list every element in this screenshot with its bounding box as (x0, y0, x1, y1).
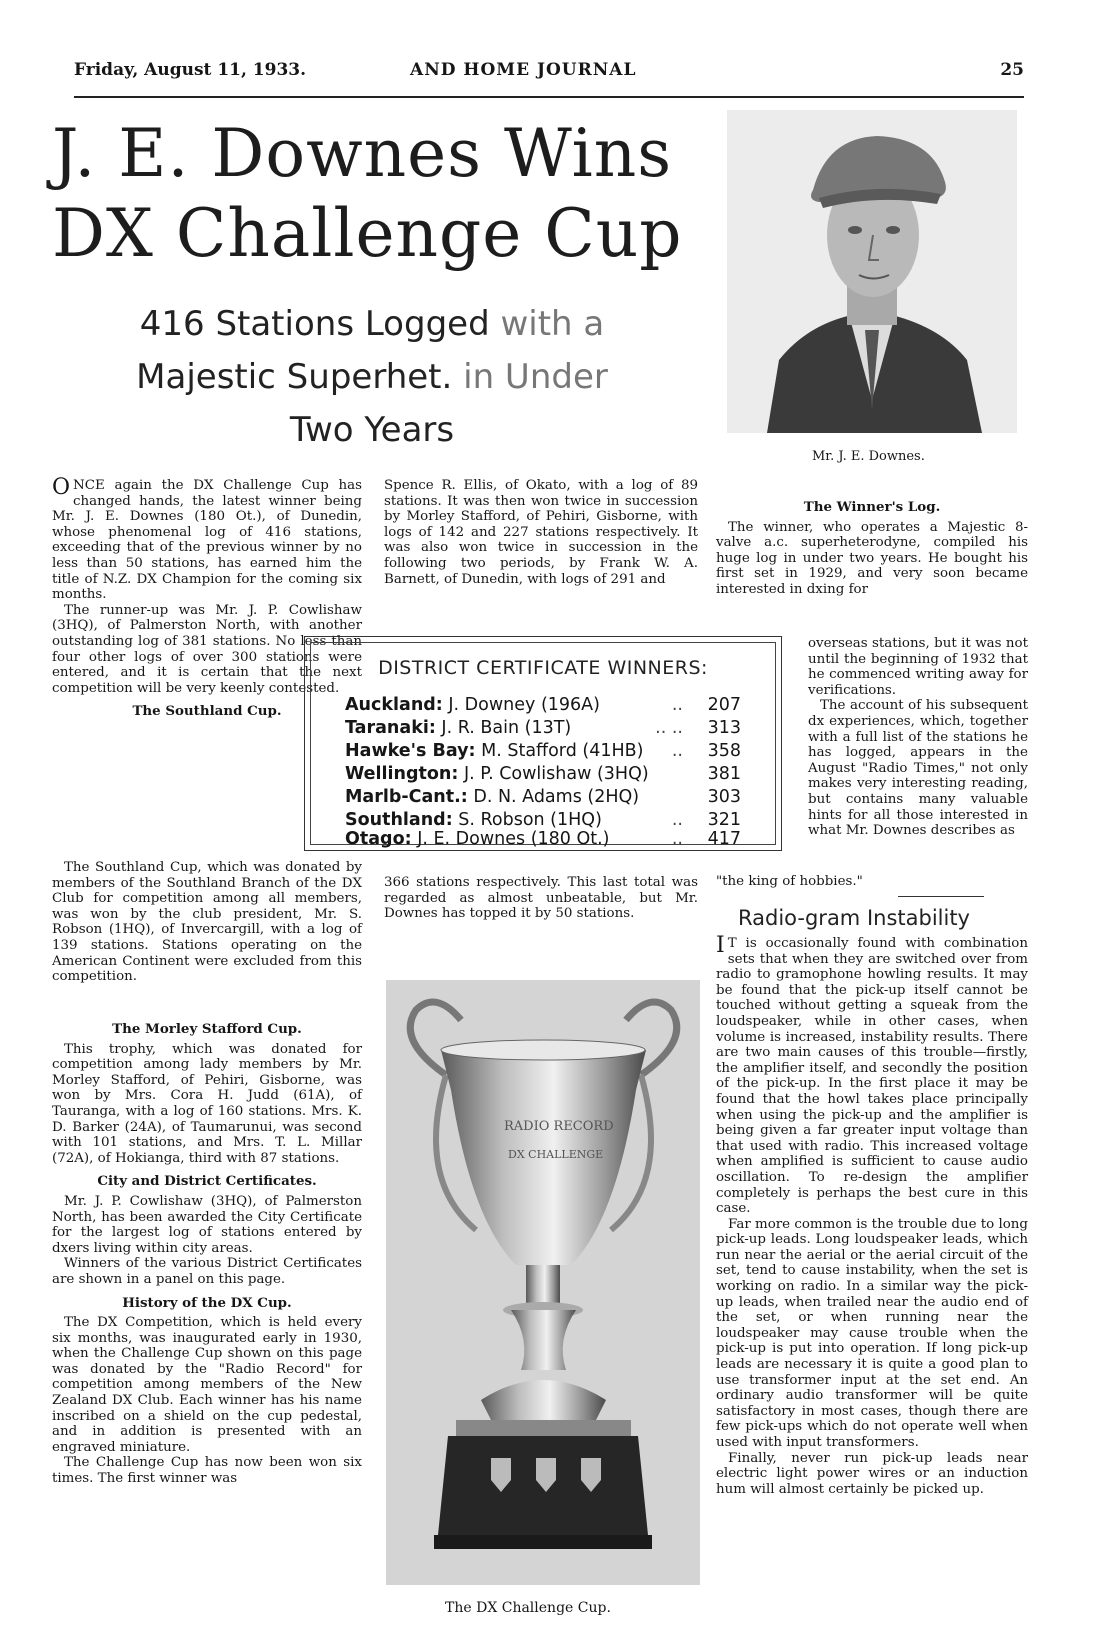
district-winner: S. Robson (1HQ) (458, 810, 602, 830)
headline-line-1: J. E. Downes Wins (52, 115, 673, 192)
portrait-illustration (727, 110, 1017, 433)
header-rule (74, 96, 1024, 98)
winners-log-heading: The Winner's Log. (803, 499, 941, 515)
winners-log-text: The winner, who operates a Majestic 8-valve a.c. superheterodyne, compiled his huge log in under two years. He bought his first set in 1929, and very soon became interested in dxing for (716, 519, 1028, 597)
history-text-2: The Challenge Cup has now been won six times. The first winner was (52, 1455, 362, 1487)
page-number: 25 (1000, 60, 1024, 80)
station-count: 358 (707, 741, 741, 761)
radiogram-title: Radio-gram Instability (738, 906, 970, 930)
panel-row (345, 695, 753, 718)
district-winner: J. E. Downes (180 Ot.) (417, 829, 610, 849)
southland-text: The Southland Cup, which was donated by members of the Southland Branch of the DX Club for competition among all members, was won by the club president, Mr. S. Robson (1HQ), of Invercargill, with a log of 139 stations. Stations operating on the American Continent were excluded from this competition. (52, 860, 362, 985)
article-column-1-bottom (52, 1014, 362, 1487)
winners-log-text-3: The account of his subsequent dx experiences, which, together with a full list of the stations he has logged, appears in the August "Radio Times," not only makes very interesting reading, but contains many valuable hints for all those interested in what Mr. Downes describes as (808, 698, 1028, 839)
cup-caption: The DX Challenge Cup. (445, 1600, 611, 1616)
history-continued: Spence R. Ellis, of Okato, with a log of 89 stations. It was then won twice in succession by Morley Stafford, of Pehiri, Gisborne, with logs of 142 and 227 stations respectively. It was also won twice in succession in the following two periods, by Frank W. A. Barnett, of Dunedin, with logs of 291 and (384, 478, 698, 587)
article-dropcap: O (52, 475, 71, 500)
city-text: Mr. J. P. Cowlishaw (3HQ), of Palmerston North, has been awarded the City Certificate for the largest log of stations entered by dxers living within city areas. (52, 1193, 362, 1256)
subhead-line-2a: Majestic Superhet. (136, 357, 453, 397)
district-name: Southland: (345, 810, 453, 830)
subhead-line-1 (52, 298, 692, 351)
radiogram-paragraph-2: Far more common is the trouble due to long pick-up leads. Long loudspeaker leads, which run near the aerial or the aerial circuit of the set, tend to cause instability, when the set is working on radio. In a similar way the pick-up leads, when trailed near the audio end of the set, or when running near the loudspeaker may cause trouble when the pick-up is put into operation. If long pick-up leads are necessary it is quite a good plan to use transformer input at the set end. An ordinary audio transformer will be quite satisfactory in most cases, though there are few pick-ups which do not operate well when used with input transformers. (716, 1216, 1028, 1450)
leader-dots: .. (671, 810, 683, 830)
article-column-2-after-panel (384, 875, 698, 922)
district-winner: J. P. Cowlishaw (3HQ) (463, 764, 649, 784)
subhead-line-1b: with a (500, 304, 605, 344)
radiogram-paragraph-1: T is occasionally found with combination sets that when they are switched over from radio to gramophone howling results. It may be found that the pick-up itself cannot be touched without getting a squeak from the loudspeaker, while in other cases, when volume is increased, instability results. There are two main causes of this trouble—firstly, the amplifier itself, and secondly the position of the pick-up. In the first place it may be found that the howl takes place principally when using the pick-up and the amplifier is being given a far greater input voltage than that used with radio. This increased voltage when amplified is sufficient to cause audio oscillation. To re-design the amplifier completely is perhaps the best cure in this case. (716, 936, 1028, 1217)
district-name: Taranaki: (345, 718, 436, 738)
station-count: 321 (707, 810, 741, 830)
southland-heading: The Southland Cup. (132, 703, 282, 720)
morley-text: This trophy, which was donated for competition among lady members by Mr. Morley Stafford, of Pehiri, Gisborne, was won by Mrs. Cora H. Judd (61A), of Tauranga, with a log of 160 stations. Mrs. K. D. Barker (24A), of Taumarunui, was second with 101 stations, and Mrs. T. L. Millar (72A), of Hokianga, third with 87 stations. (52, 1041, 362, 1166)
headline (52, 114, 692, 274)
article-column-2-top (384, 478, 698, 587)
panel-row (345, 718, 753, 741)
subhead-line-2 (52, 351, 692, 404)
portrait-photo (727, 110, 1017, 433)
history-continued-2: 366 stations respectively. This last total was regarded as almost unbeatable, but Mr. Downes has topped it by 50 stations. (384, 875, 698, 922)
district-name: Hawke's Bay: (345, 741, 476, 761)
leader-dots: .. (671, 695, 683, 715)
district-winner: D. N. Adams (2HQ) (473, 787, 640, 807)
history-text: The DX Competition, which is held every six months, was inaugurated early in 1930, when the Challenge Cup shown on this page was donated by the "Radio Record" for competition among members of the New Zealand DX Club. Each winner has his name inscribed on a shield on the cup pedestal, and in addition is presented with an engraved miniature. (52, 1315, 362, 1455)
cup-photo (386, 980, 700, 1585)
station-count: 313 (707, 718, 741, 738)
leader-dots: .. .. (655, 718, 683, 738)
district-name: Auckland: (345, 695, 443, 715)
article-paragraph-2: The runner-up was Mr. J. P. Cowlishaw (3HQ), of Palmerston North, with another outstanding log of 381 stations. No less than four other logs of over 300 stations were entered, and it is certain that the next competition will be very keenly contested. (52, 602, 362, 696)
panel-row (345, 829, 753, 852)
panel-row (345, 787, 753, 810)
cup-engraving-1: RADIO RECORD (504, 1119, 614, 1134)
district-name: Otago: (345, 829, 412, 849)
subhead-line-1a: 416 Stations Logged (139, 304, 490, 344)
article-paragraph-1: NCE again the DX Challenge Cup has changed hands, the latest winner being Mr. J. E. Downes (180 Ot.), of Dunedin, whose phenomenal log of 416 stations, exceeding that of the previous winner by no less than 50 stations, has earned him the title of N.Z. DX Champion for the coming six months. (52, 478, 362, 603)
district-winner: J. Downey (196A) (448, 695, 600, 715)
city-text-2: Winners of the various District Certificates are shown in a panel on this page. (52, 1256, 362, 1287)
panel-row (345, 764, 753, 787)
subhead-line-3: Two Years (289, 410, 455, 450)
article-column-3-top (716, 492, 1028, 598)
district-name: Marlb-Cant.: (345, 787, 468, 807)
panel-row (345, 741, 753, 764)
radiogram-article (716, 933, 1028, 1497)
portrait-caption: Mr. J. E. Downes. (812, 449, 925, 464)
district-winner: J. R. Bain (13T) (441, 718, 572, 738)
section-rule (898, 896, 984, 897)
winners-log-text-4: "the king of hobbies." (716, 874, 863, 889)
district-name: Wellington: (345, 764, 459, 784)
subhead-line-2b: in Under (463, 357, 608, 397)
subheadline (52, 298, 692, 457)
winners-log-text-2: overseas stations, but it was not until the beginning of 1932 that he commenced writing away for verifications. (808, 636, 1028, 698)
cup-engraving-2: DX CHALLENGE (508, 1148, 604, 1161)
morley-heading: The Morley Stafford Cup. (112, 1021, 302, 1037)
station-count: 303 (707, 787, 741, 807)
station-count: 381 (707, 764, 741, 784)
history-heading: History of the DX Cup. (122, 1294, 292, 1311)
district-certificate-panel (304, 636, 782, 851)
district-winner: M. Stafford (41HB) (481, 741, 644, 761)
panel-title: DISTRICT CERTIFICATE WINNERS: (378, 657, 708, 679)
article-column-1-southland (52, 860, 362, 985)
radiogram-paragraph-3: Finally, never run pick-up leads near electric light power wires or an induction hum will almost certainly be picked up. (716, 1450, 1028, 1497)
leader-dots: .. (671, 741, 683, 761)
cup-illustration (386, 980, 700, 1585)
station-count: 417 (707, 829, 741, 849)
leader-dots: .. (671, 829, 683, 849)
city-heading: City and District Certificates. (97, 1173, 317, 1190)
page-header (74, 60, 1024, 82)
headline-line-2: DX Challenge Cup (52, 195, 683, 272)
station-count: 207 (707, 695, 741, 715)
publication-name: AND HOME JOURNAL (410, 60, 637, 80)
issue-date: Friday, August 11, 1933. (74, 60, 307, 80)
radiogram-dropcap: I (716, 933, 725, 958)
article-column-3-end (716, 874, 1028, 890)
article-column-3-narrow (808, 636, 1028, 839)
